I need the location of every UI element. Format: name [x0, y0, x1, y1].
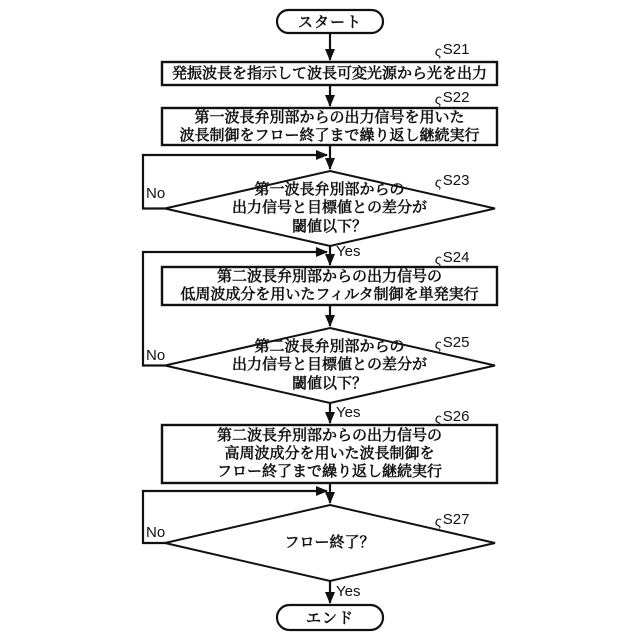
step-text-line: 低周波成分を用いたフィルタ制御を単発実行 [180, 286, 479, 303]
yes-label-s25: Yes [336, 404, 361, 421]
step-text-line: 第一波長弁別部からの [254, 180, 405, 198]
no-label-s27: No [146, 524, 166, 541]
leader-squiggle-icon: ς [433, 90, 443, 108]
leader-squiggle-icon: ς [433, 409, 443, 427]
step-id-label: S27 [442, 511, 470, 528]
step-marker-s23 [435, 172, 469, 189]
leader-squiggle-icon: ς [433, 335, 443, 353]
start-text: スタート [297, 14, 362, 31]
step-text-line: 閾値以下？ [291, 217, 367, 235]
step-id-label: S26 [442, 408, 470, 425]
step-marker-s22 [435, 89, 469, 106]
no-label-s25: No [146, 347, 166, 364]
step-marker-s21 [435, 41, 469, 58]
process-box-s26 [162, 425, 497, 483]
process-box-s24 [162, 267, 497, 305]
leader-squiggle-icon: ς [433, 42, 443, 60]
step-id-label: S23 [442, 172, 470, 189]
step-text-line: 第二波長弁別部からの出力信号の [216, 268, 442, 285]
process-box-s22 [162, 108, 497, 145]
step-id-label: S24 [442, 249, 470, 266]
step-text-line: 出力信号と目標値との差分が [231, 356, 427, 374]
step-id-label: S22 [442, 89, 470, 106]
step-text-line: 閾値以下？ [291, 374, 367, 392]
step-text-line: 高周波成分を用いた波長制御を [224, 445, 435, 462]
no-label-s23: No [146, 185, 166, 202]
step-text-line: 発振波長を指示して波長可変光源から光を出力 [171, 64, 487, 82]
step-text-line: 出力信号と目標値との差分が [231, 199, 427, 217]
start-terminal [277, 10, 383, 33]
leader-squiggle-icon: ς [433, 250, 443, 268]
yes-label-s23: Yes [336, 243, 361, 260]
step-id-label: S21 [442, 41, 470, 58]
end-text: エンド [305, 610, 354, 627]
step-marker-s25 [435, 334, 469, 351]
step-id-label: S25 [442, 334, 470, 351]
step-marker-s24 [435, 249, 469, 266]
yes-label-s27: Yes [336, 583, 361, 600]
process-box-s21 [162, 62, 497, 85]
step-marker-s27 [435, 511, 469, 528]
step-marker-s26 [435, 408, 469, 425]
step-text-line: 波長制御をフロー終了まで繰り返し継続実行 [179, 126, 480, 144]
leader-squiggle-icon: ς [433, 173, 443, 191]
leader-squiggle-icon: ς [433, 512, 443, 530]
step-text-line: 第二波長弁別部からの出力信号の [216, 427, 442, 444]
step-text-line: 第二波長弁別部からの [254, 337, 405, 355]
step-text-line: 第一波長弁別部からの出力信号を用いた [194, 108, 465, 126]
step-text-line: フロー終了まで繰り返し継続実行 [216, 463, 442, 480]
end-terminal [277, 605, 383, 630]
step-text-line: フロー終了？ [284, 533, 375, 551]
